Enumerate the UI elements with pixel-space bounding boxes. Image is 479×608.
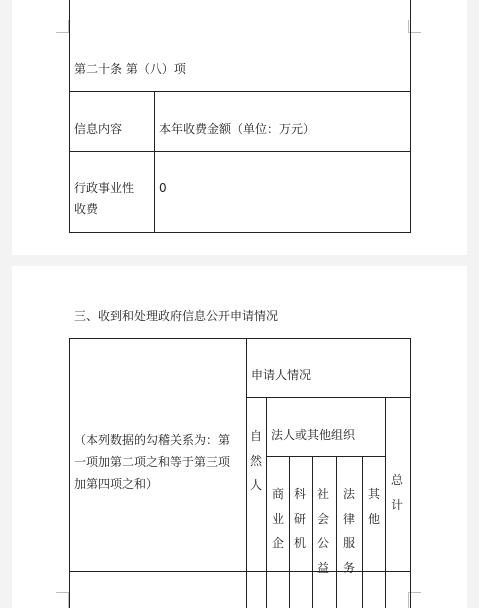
commercial-enterprise-header: 商业企 (271, 487, 284, 550)
total-header: 总计 (390, 473, 403, 512)
column-relation-note-line2: 一项加第二项之和等于第三项 (74, 455, 231, 469)
research-institution-header: 科研机 (293, 487, 306, 550)
applicant-situation-header: 申请人情况 (251, 368, 312, 382)
column-relation-note-line1: （本列数据的勾稽关系为：第 (74, 433, 231, 447)
legal-service-org-header: 法律服务 (342, 487, 355, 575)
other-org-header: 其他 (367, 487, 380, 526)
admin-fee-label-line2: 收费 (74, 202, 99, 216)
column-relation-note-line3: 加第四项之和） (74, 477, 159, 491)
admin-fee-label-line1: 行政事业性 (74, 181, 135, 195)
annual-fee-amount-header: 本年收费金额（单位：万元） (159, 122, 316, 136)
crop-mark (56, 32, 69, 33)
article-reference: 第二十条 第（八）项 (74, 62, 186, 76)
legal-or-other-org-header: 法人或其他组织 (271, 428, 356, 442)
social-welfare-org-header: 社会公益 (316, 487, 329, 575)
section-heading: 三、收到和处理政府信息公开申请情况 (74, 309, 279, 323)
info-content-label: 信息内容 (74, 122, 123, 136)
admin-fee-value: 0 (159, 181, 167, 195)
crop-mark (56, 592, 69, 593)
crop-mark (408, 592, 409, 608)
natural-person-header: 自然人 (249, 429, 262, 492)
